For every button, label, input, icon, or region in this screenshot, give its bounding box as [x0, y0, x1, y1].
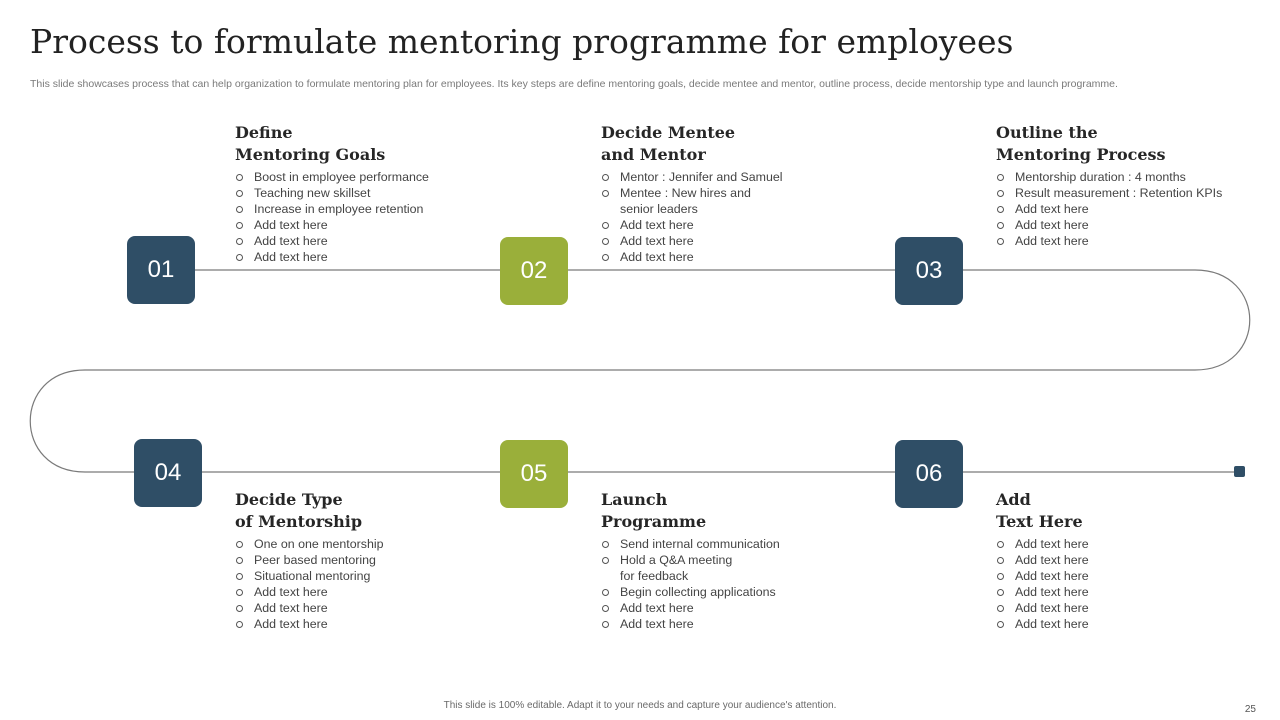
step-block-3	[996, 122, 1256, 249]
bullet-item: Add text here	[235, 600, 465, 616]
bullet-item: Add text here	[235, 616, 465, 632]
page-subtitle: This slide showcases process that can help organization to formulate mentoring plan for employees. Its key steps are define mentoring goals, decide mentee and mentor, outline process, decide mentorship type and launch programme.	[30, 78, 1118, 90]
step-bullet-list	[235, 169, 465, 265]
bullet-item: Add text here	[235, 584, 465, 600]
bullet-item: Teaching new skillset	[235, 185, 465, 201]
bullet-item: Send internal communication	[601, 536, 831, 552]
slide-footer: This slide is 100% editable. Adapt it to your needs and capture your audience's attention.	[443, 700, 837, 711]
step-block-5	[601, 489, 831, 632]
step-title: Add Text Here	[996, 490, 1083, 531]
step-block-4	[235, 489, 465, 632]
step-title: Launch Programme	[601, 490, 707, 531]
bullet-item: Mentee : New hires and senior leaders	[601, 185, 770, 217]
step-title: Define Mentoring Goals	[235, 123, 386, 164]
bullet-item: Add text here	[601, 217, 811, 233]
bullet-item: Add text here	[601, 249, 811, 265]
bullet-item: One on one mentorship	[235, 536, 465, 552]
bullet-item: Add text here	[996, 233, 1256, 249]
bullet-item: Add text here	[996, 584, 1226, 600]
bullet-item: Hold a Q&A meeting for feedback	[601, 552, 750, 584]
step-block-2	[601, 122, 811, 265]
bullet-item: Add text here	[996, 536, 1226, 552]
step-block-1	[235, 122, 465, 265]
step-badge-2: 02	[500, 237, 568, 305]
bullet-item: Boost in employee performance	[235, 169, 465, 185]
bullet-item: Result measurement : Retention KPIs	[996, 185, 1256, 201]
bullet-item: Add text here	[601, 600, 831, 616]
bullet-item: Add text here	[996, 600, 1226, 616]
bullet-item: Increase in employee retention	[235, 201, 465, 217]
step-bullet-list	[601, 536, 831, 632]
step-bullet-list	[996, 169, 1256, 249]
step-badge-3: 03	[895, 237, 963, 305]
bullet-item: Begin collecting applications	[601, 584, 831, 600]
step-badge-4: 04	[134, 439, 202, 507]
step-block-6	[996, 489, 1226, 632]
bullet-item: Add text here	[996, 616, 1226, 632]
flow-path	[30, 270, 1250, 472]
bullet-item: Mentorship duration : 4 months	[996, 169, 1256, 185]
bullet-item: Add text here	[235, 233, 465, 249]
bullet-item: Add text here	[996, 201, 1256, 217]
step-badge-5: 05	[500, 440, 568, 508]
step-bullet-list	[601, 169, 811, 265]
step-bullet-list	[235, 536, 465, 632]
step-title: Outline the Mentoring Process	[996, 123, 1166, 164]
step-title: Decide Mentee and Mentor	[601, 123, 736, 164]
bullet-item: Mentor : Jennifer and Samuel	[601, 169, 811, 185]
bullet-item: Add text here	[601, 233, 811, 249]
flow-end-marker	[1234, 466, 1245, 477]
bullet-item: Add text here	[235, 217, 465, 233]
bullet-item: Situational mentoring	[235, 568, 465, 584]
step-bullet-list	[996, 536, 1226, 632]
step-title: Decide Type of Mentorship	[235, 490, 363, 531]
step-badge-1: 01	[127, 236, 195, 304]
bullet-item: Peer based mentoring	[235, 552, 465, 568]
page-number: 25	[1244, 704, 1256, 715]
bullet-item: Add text here	[601, 616, 831, 632]
bullet-item: Add text here	[235, 249, 465, 265]
bullet-item: Add text here	[996, 552, 1226, 568]
step-badge-6: 06	[895, 440, 963, 508]
page-title: Process to formulate mentoring programme for employees	[30, 22, 1014, 61]
bullet-item: Add text here	[996, 568, 1226, 584]
bullet-item: Add text here	[996, 217, 1256, 233]
